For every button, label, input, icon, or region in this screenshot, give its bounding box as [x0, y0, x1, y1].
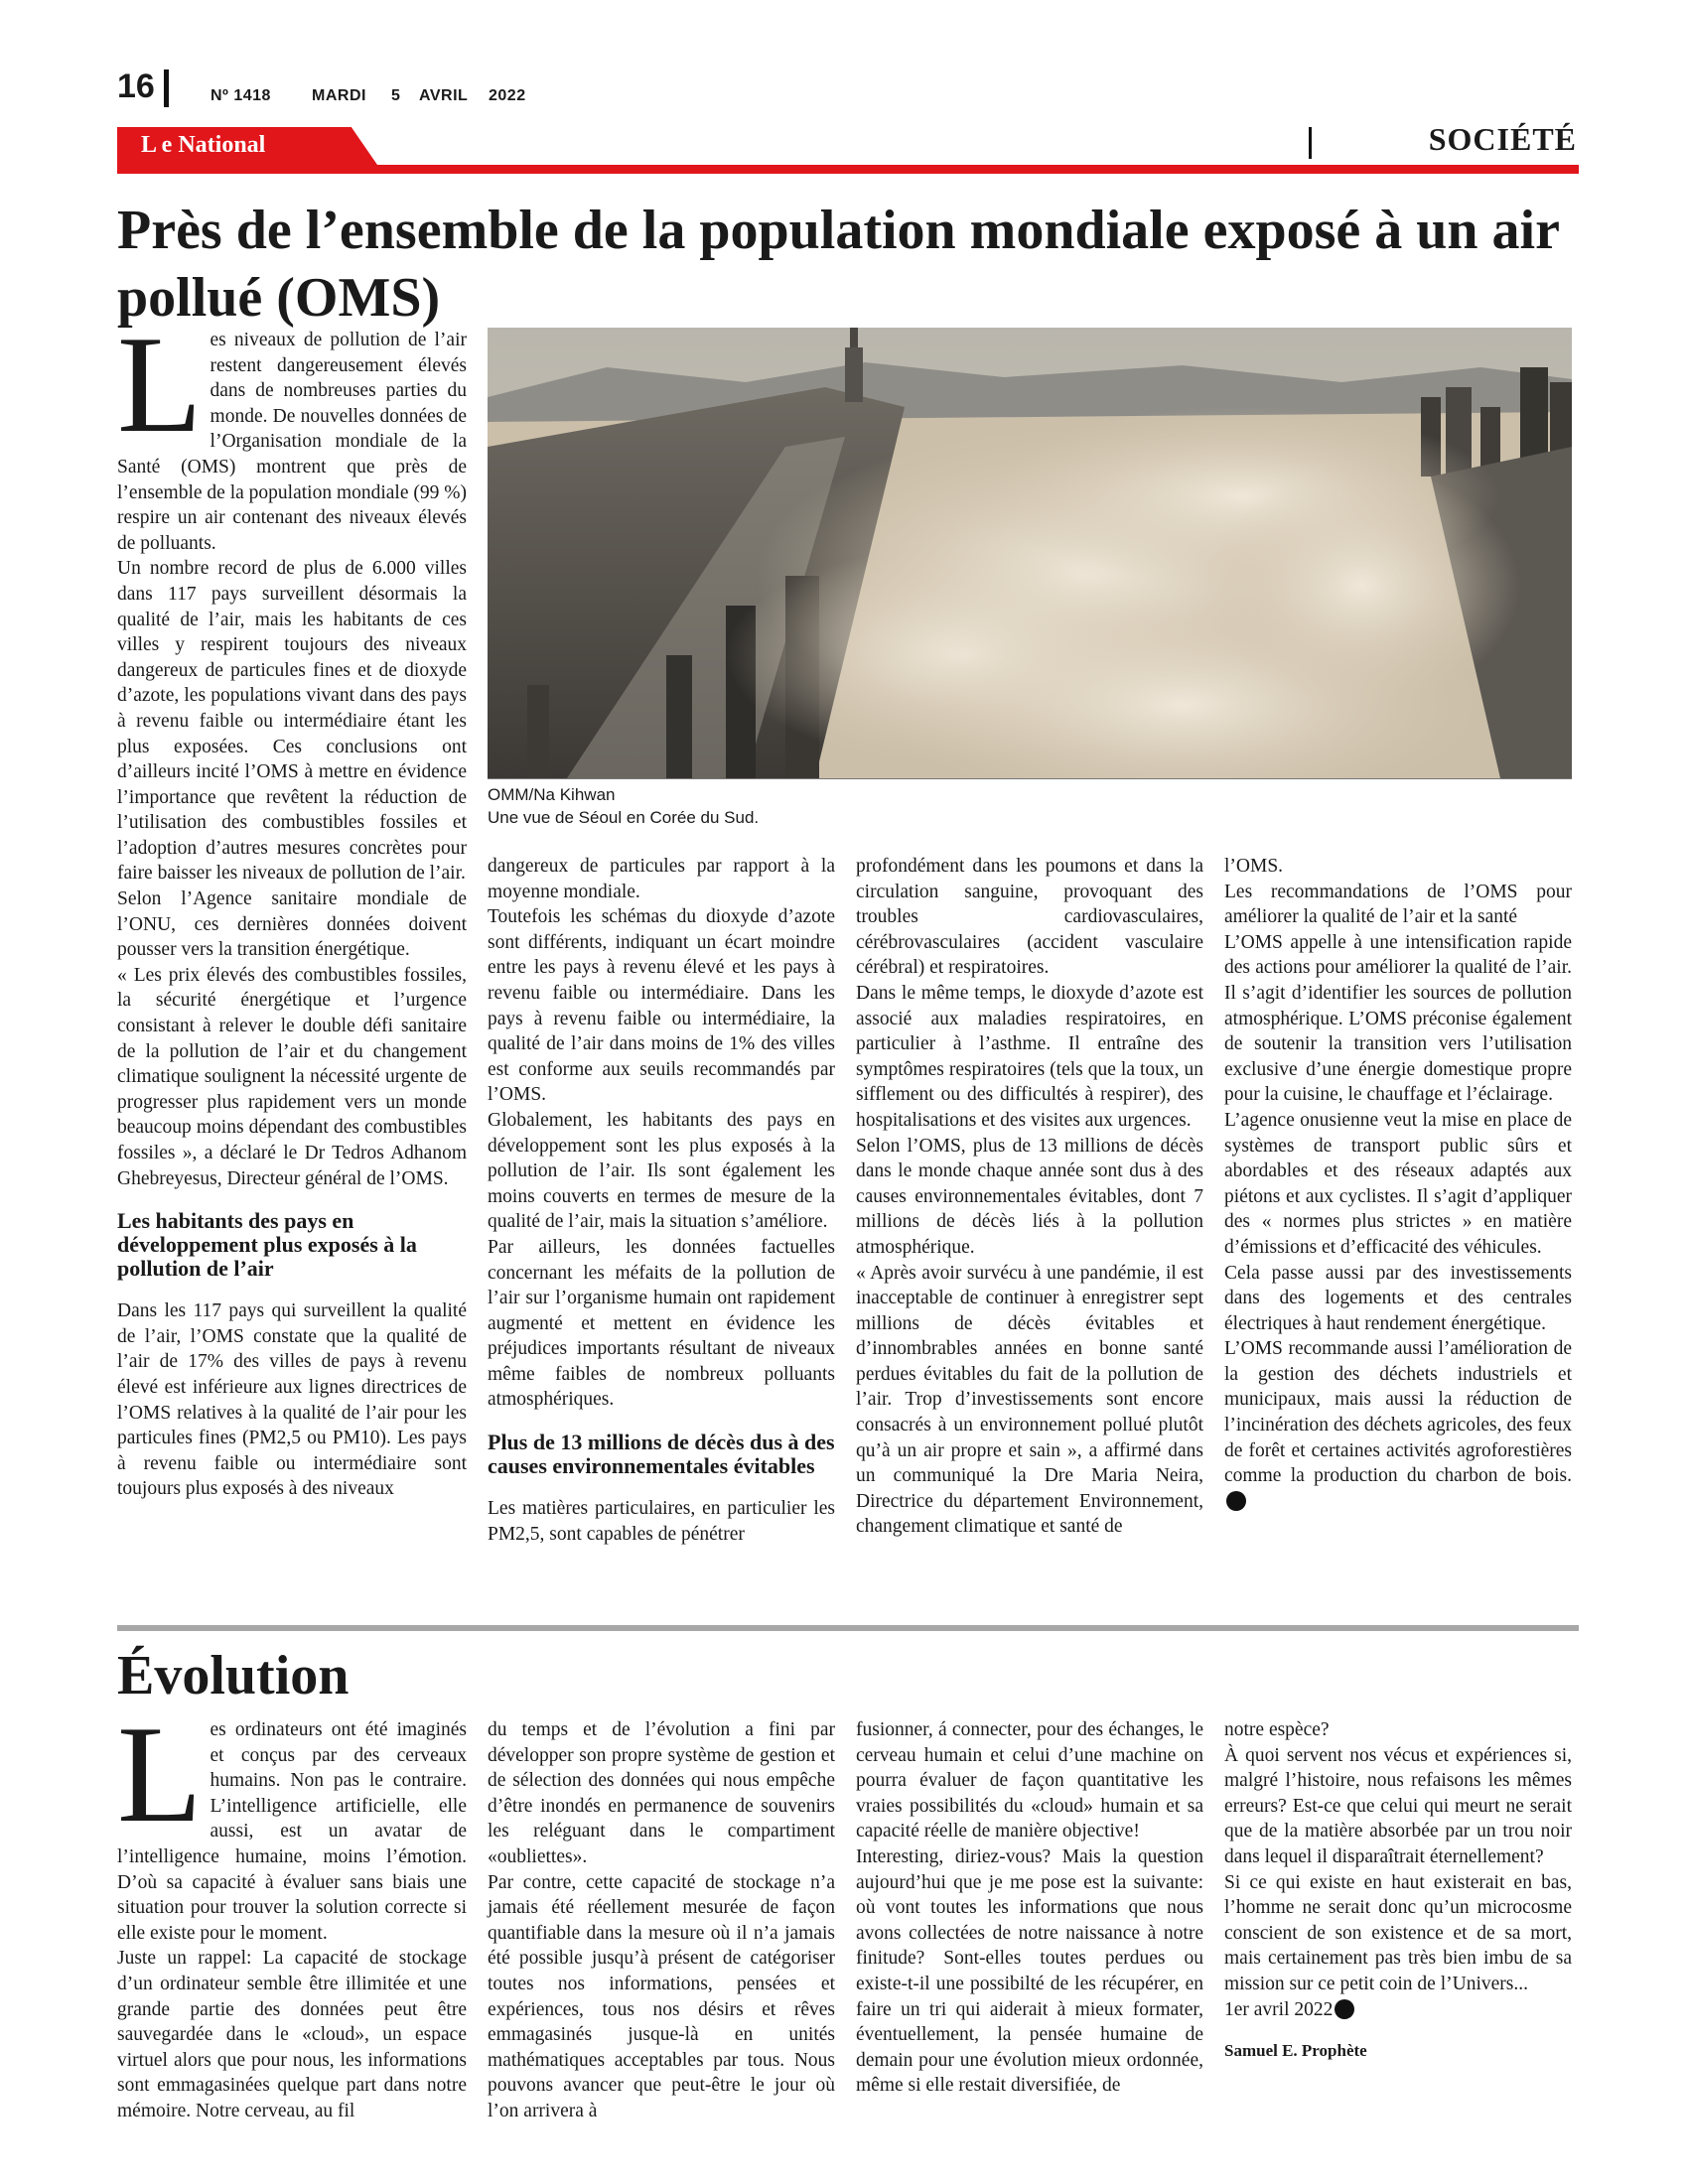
issue-day: MARDI — [312, 87, 366, 104]
article1-column-2 — [488, 854, 835, 1547]
paragraph: dangereux de particules par rapport à la moyenne mondiale. — [488, 856, 835, 902]
paragraph: Par contre, cette capacité de stockage n’a jamais été réellement mesurée de façon quantifiable dans la mesure où il n’a jamais été possible jusqu’à présent de catégoriser toutes nos informations, pensées et expériences, tous nos désirs et rêves emmagasinés jusque-là en unités mathématiques acceptables par tous. Nous pouvons avancer que peut-être le jour où l’on arrivera à — [488, 1871, 835, 2121]
paragraph: es ordinateurs ont été imaginés et conçus par des cerveaux humains. Non pas le contraire. L’intelligence artificielle, elle aussi, est un avatar de l’intelligence humaine, moins l’émotion. D’où sa capacité à évaluer sans biais une situation pour trouver la solution correcte si elle existe pour le moment. — [117, 1719, 467, 1944]
paragraph: l’OMS. — [1224, 856, 1284, 877]
drop-cap: L — [117, 1698, 203, 1851]
article-separator — [117, 1625, 1579, 1631]
paragraph-text: L’OMS recommande aussi l’amélioration de la gestion des déchets industriels et municipaux, mais aussi la réduction de l’incinération des déchets agricoles, des feux de forêt et certaines activités agroforestières comme la production du charbon de bois. — [1224, 1338, 1572, 1487]
article2-column-3 — [856, 1717, 1203, 2099]
photo-illustration — [488, 328, 1572, 778]
paragraph: Un nombre record de plus de 6.000 villes dans 117 pays surveillent désormais la qualité de l’air, mais les habitants de ces villes y respirent toujours des niveaux dangereux de particules fines et de dioxyde d’azote, les populations vivant dans des pays à revenu faible ou intermédiaire étant les plus exposées. Ces conclusions ont d’ailleurs incité l’OMS à mettre en évidence l’importance que revêtent la réduction de l’utilisation des combustibles fossiles et l’adoption d’autres mesures concrètes pour faire baisser les niveaux de pollution de l’air. — [117, 558, 467, 885]
drop-cap: L — [117, 308, 203, 462]
end-of-article-icon — [1335, 1999, 1354, 2019]
section-label: SOCIÉTÉ — [1428, 121, 1577, 157]
paragraph — [1224, 1336, 1572, 1514]
paragraph: Les matières particulaires, en particulier les PM2,5, sont capables de pénétrer — [488, 1498, 835, 1545]
paragraph: Globalement, les habitants des pays en développement sont les plus exposés à la pollution de l’air. Ils sont également les moins couverts en termes de mesure de la qualité de l’air, mais la situation s’améliore. — [488, 1109, 835, 1233]
paragraph: Si ce qui existe en haut existerait en bas, l’homme ne serait donc qu’un microcosme conscient de son existence et de sa mort, mais certainement pas très bien imbu de sa mission sur ce petit coin de l’Univers... — [1224, 1871, 1572, 1994]
header-red-rule — [117, 165, 1579, 174]
paragraph: Toutefois les schémas du dioxyde d’azote sont différents, indiquant un écart moindre entre les pays à revenu élevé et les pays à revenu faible ou intermédiaire. Dans les pays à revenu faible ou intermédiaire, la qualité de l’air dans moins de 1% des villes est conforme aux seuils recommandés par l’OMS. — [488, 906, 835, 1106]
paragraph: L’agence onusienne veut la mise en place de systèmes de transport public sûrs et abordables et des réseaux adaptés aux piétons et aux cyclistes. Il s’agit d’appliquer des « normes plus strictes » en matière d’émissions et d’efficacité des véhicules. — [1224, 1109, 1572, 1258]
article-headline: Près de l’ensemble de la population mondiale exposé à un air pollué (OMS) — [117, 200, 1559, 329]
paragraph: « Après avoir survécu à une pandémie, il est inacceptable de continuer à enregistrer sept millions de décès évitables et d’innombrables années en bonne santé perdues évitables du fait de la pollution de l’air. Trop d’investissements sont encore consacrés à un environnement pollué plutôt qu’à un air propre et sain », a affirmé dans un communiqué la Dre Maria Neira, Directrice du département Environnement, changement climatique et santé de — [856, 1262, 1203, 1538]
paragraph: À quoi servent nos vécus et expériences si, malgré l’histoire, nous refaisons les mêmes erreurs? Est-ce que celui qui meurt ne serait que de la matière absorbée par un trou noir dans lequel il disparaîtrait éternellement? — [1224, 1744, 1572, 1867]
article1-column-4 — [1224, 854, 1572, 1514]
seoul-skyline-photo — [488, 328, 1572, 778]
paragraph: Selon l’Agence sanitaire mondiale de l’ONU, ces dernières données doivent pousser vers la transition énergétique. — [117, 888, 467, 961]
paragraph: Interesting, diriez-vous? Mais la question aujourd’hui que je me pose est la suivante: où vont toutes les informations que nous avons collectées de notre naissance à notre finitude? Sont-elles toutes perdues ou existe-t-il une possibilté de les récupérer, en faire un tri qui aiderait à mieux formater, éventuellement, la pensée humaine de demain pour une évolution mieux ordonnée, même si elle restait diversifiée, de — [856, 1845, 1203, 2097]
article2-column-1 — [117, 1698, 467, 2124]
newspaper-brand: L e National — [141, 132, 266, 158]
article2-title: Évolution — [117, 1645, 350, 1706]
article-date: 1er avril 2022 — [1224, 1998, 1334, 2020]
paragraph: Cela passe aussi par des investissements dans des logements et des centrales électriques à haut rendement énergétique. — [1224, 1262, 1572, 1334]
author-signature: Samuel E. Prophète — [1224, 2041, 1367, 2061]
photo-credit: OMM/Na Kihwan — [488, 785, 616, 804]
page-number: 16 — [117, 68, 155, 105]
paragraph: profondément dans les poumons et dans la circulation sanguine, provoquant des troubles cardiovasculaires, cérébrovasculaires (accident vasculaire cérébral) et respiratoires. — [856, 856, 1203, 979]
rubric-divider — [1309, 127, 1312, 159]
subheading: Plus de 13 millions de décès dus à des causes environnementales évitables — [488, 1430, 835, 1479]
paragraph: L’OMS appelle à une intensification rapide des actions pour améliorer la qualité de l’air. Il s’agit d’identifier les sources de pollution atmosphérique. L’OMS préconise également de soutenir la transition vers l’utilisation exclusive d’une énergie domestique propre pour la cuisine, le chauffage et l’éclairage. — [1224, 931, 1572, 1106]
paragraph: « Les prix élevés des combustibles fossiles, la sécurité énergétique et l’urgence consistant à relever le double défi sanitaire de la pollution de l’air et du changement climatique soulignent la nécessité urgente de progresser plus rapidement vers un monde beaucoup moins dépendant des combustibles fossiles », a déclaré le Dr Tedros Adhanom Ghebreyesus, Directeur général de l’OMS. — [117, 964, 467, 1189]
issue-date-number: 5 — [391, 87, 401, 104]
article2-column-2 — [488, 1717, 835, 2124]
paragraph: es niveaux de pollution de l’air restent dangereusement élevés dans de nombreuses parties du monde. De nouvelles données de l’Organisation mondiale de la Santé (OMS) montrent que près de l’ensemble de la population mondiale (99 %) respire un air contenant des niveaux élevés de polluants. — [117, 330, 467, 554]
paragraph: Dans les 117 pays qui surveillent la qualité de l’air, l’OMS constate que la qualité de l’air de 17% des villes de pays à revenu élevé est inférieure aux lignes directrices de l’OMS relatives à la qualité de l’air pour les particules fines (PM2,5 ou PM10). Les pays à revenu faible ou intermédiaire sont toujours plus exposés à des niveaux — [117, 1300, 467, 1500]
article1-column-1 — [117, 308, 467, 1502]
subheading: Les habitants des pays en développement plus exposés à la pollution de l’air — [117, 1208, 417, 1282]
page-number-divider — [164, 69, 169, 107]
article1-column-3 — [856, 854, 1203, 1540]
paragraph: du temps et de l’évolution a fini par développer son propre système de gestion et de sélection des données qui nous empêche d’être inondés en permanence de souvenirs les reléguant dans le compartiment «oubliettes». — [488, 1719, 835, 1867]
photo-caption: Une vue de Séoul en Corée du Sud. — [488, 808, 760, 827]
paragraph: Juste un rappel: La capacité de stockage d’un ordinateur semble être illimitée et une grande partie des données peut être sauvegardée dans le «cloud», un espace virtuel alors que pour nous, les informations sont emmagasinées quelque part dans notre mémoire. Notre cerveau, au fil — [117, 1948, 467, 2121]
end-of-article-icon — [1226, 1491, 1246, 1511]
issue-number: Nº 1418 — [211, 87, 271, 104]
paragraph: fusionner, á connecter, pour des échanges, le cerveau humain et celui d’une machine on pourra évaluer de façon quantitative les vraies possibilités du «cloud» humain et sa capacité réelle de manière objective! — [856, 1719, 1203, 1843]
paragraph: Selon l’OMS, plus de 13 millions de décès dans le monde chaque année sont dus à des causes environnementales évitables, dont 7 millions de décès liés à la pollution atmosphérique. — [856, 1135, 1203, 1258]
issue-year: 2022 — [489, 87, 526, 104]
paragraph: notre espèce? — [1224, 1719, 1330, 1740]
paragraph: Les recommandations de l’OMS pour améliorer la qualité de l’air et la santé — [1224, 881, 1572, 928]
paragraph — [1224, 1997, 1572, 2023]
article2-column-4 — [1224, 1717, 1572, 2064]
paragraph: Par ailleurs, les données factuelles concernant les méfaits de la pollution de l’air sur l’organisme humain ont rapidement augmenté et mettent en évidence les préjudices importants résultant de niveaux même faibles de nombreux polluants atmosphériques. — [488, 1236, 835, 1411]
photo-rule — [488, 778, 1572, 779]
paragraph: Dans le même temps, le dioxyde d’azote est associé aux maladies respiratoires, en particulier à l’asthme. Il entraîne des symptômes respiratoires (tels que la toux, un sifflement ou des difficultés à respirer), des hospitalisations et des visites aux urgences. — [856, 982, 1203, 1131]
issue-month: AVRIL — [419, 87, 469, 104]
